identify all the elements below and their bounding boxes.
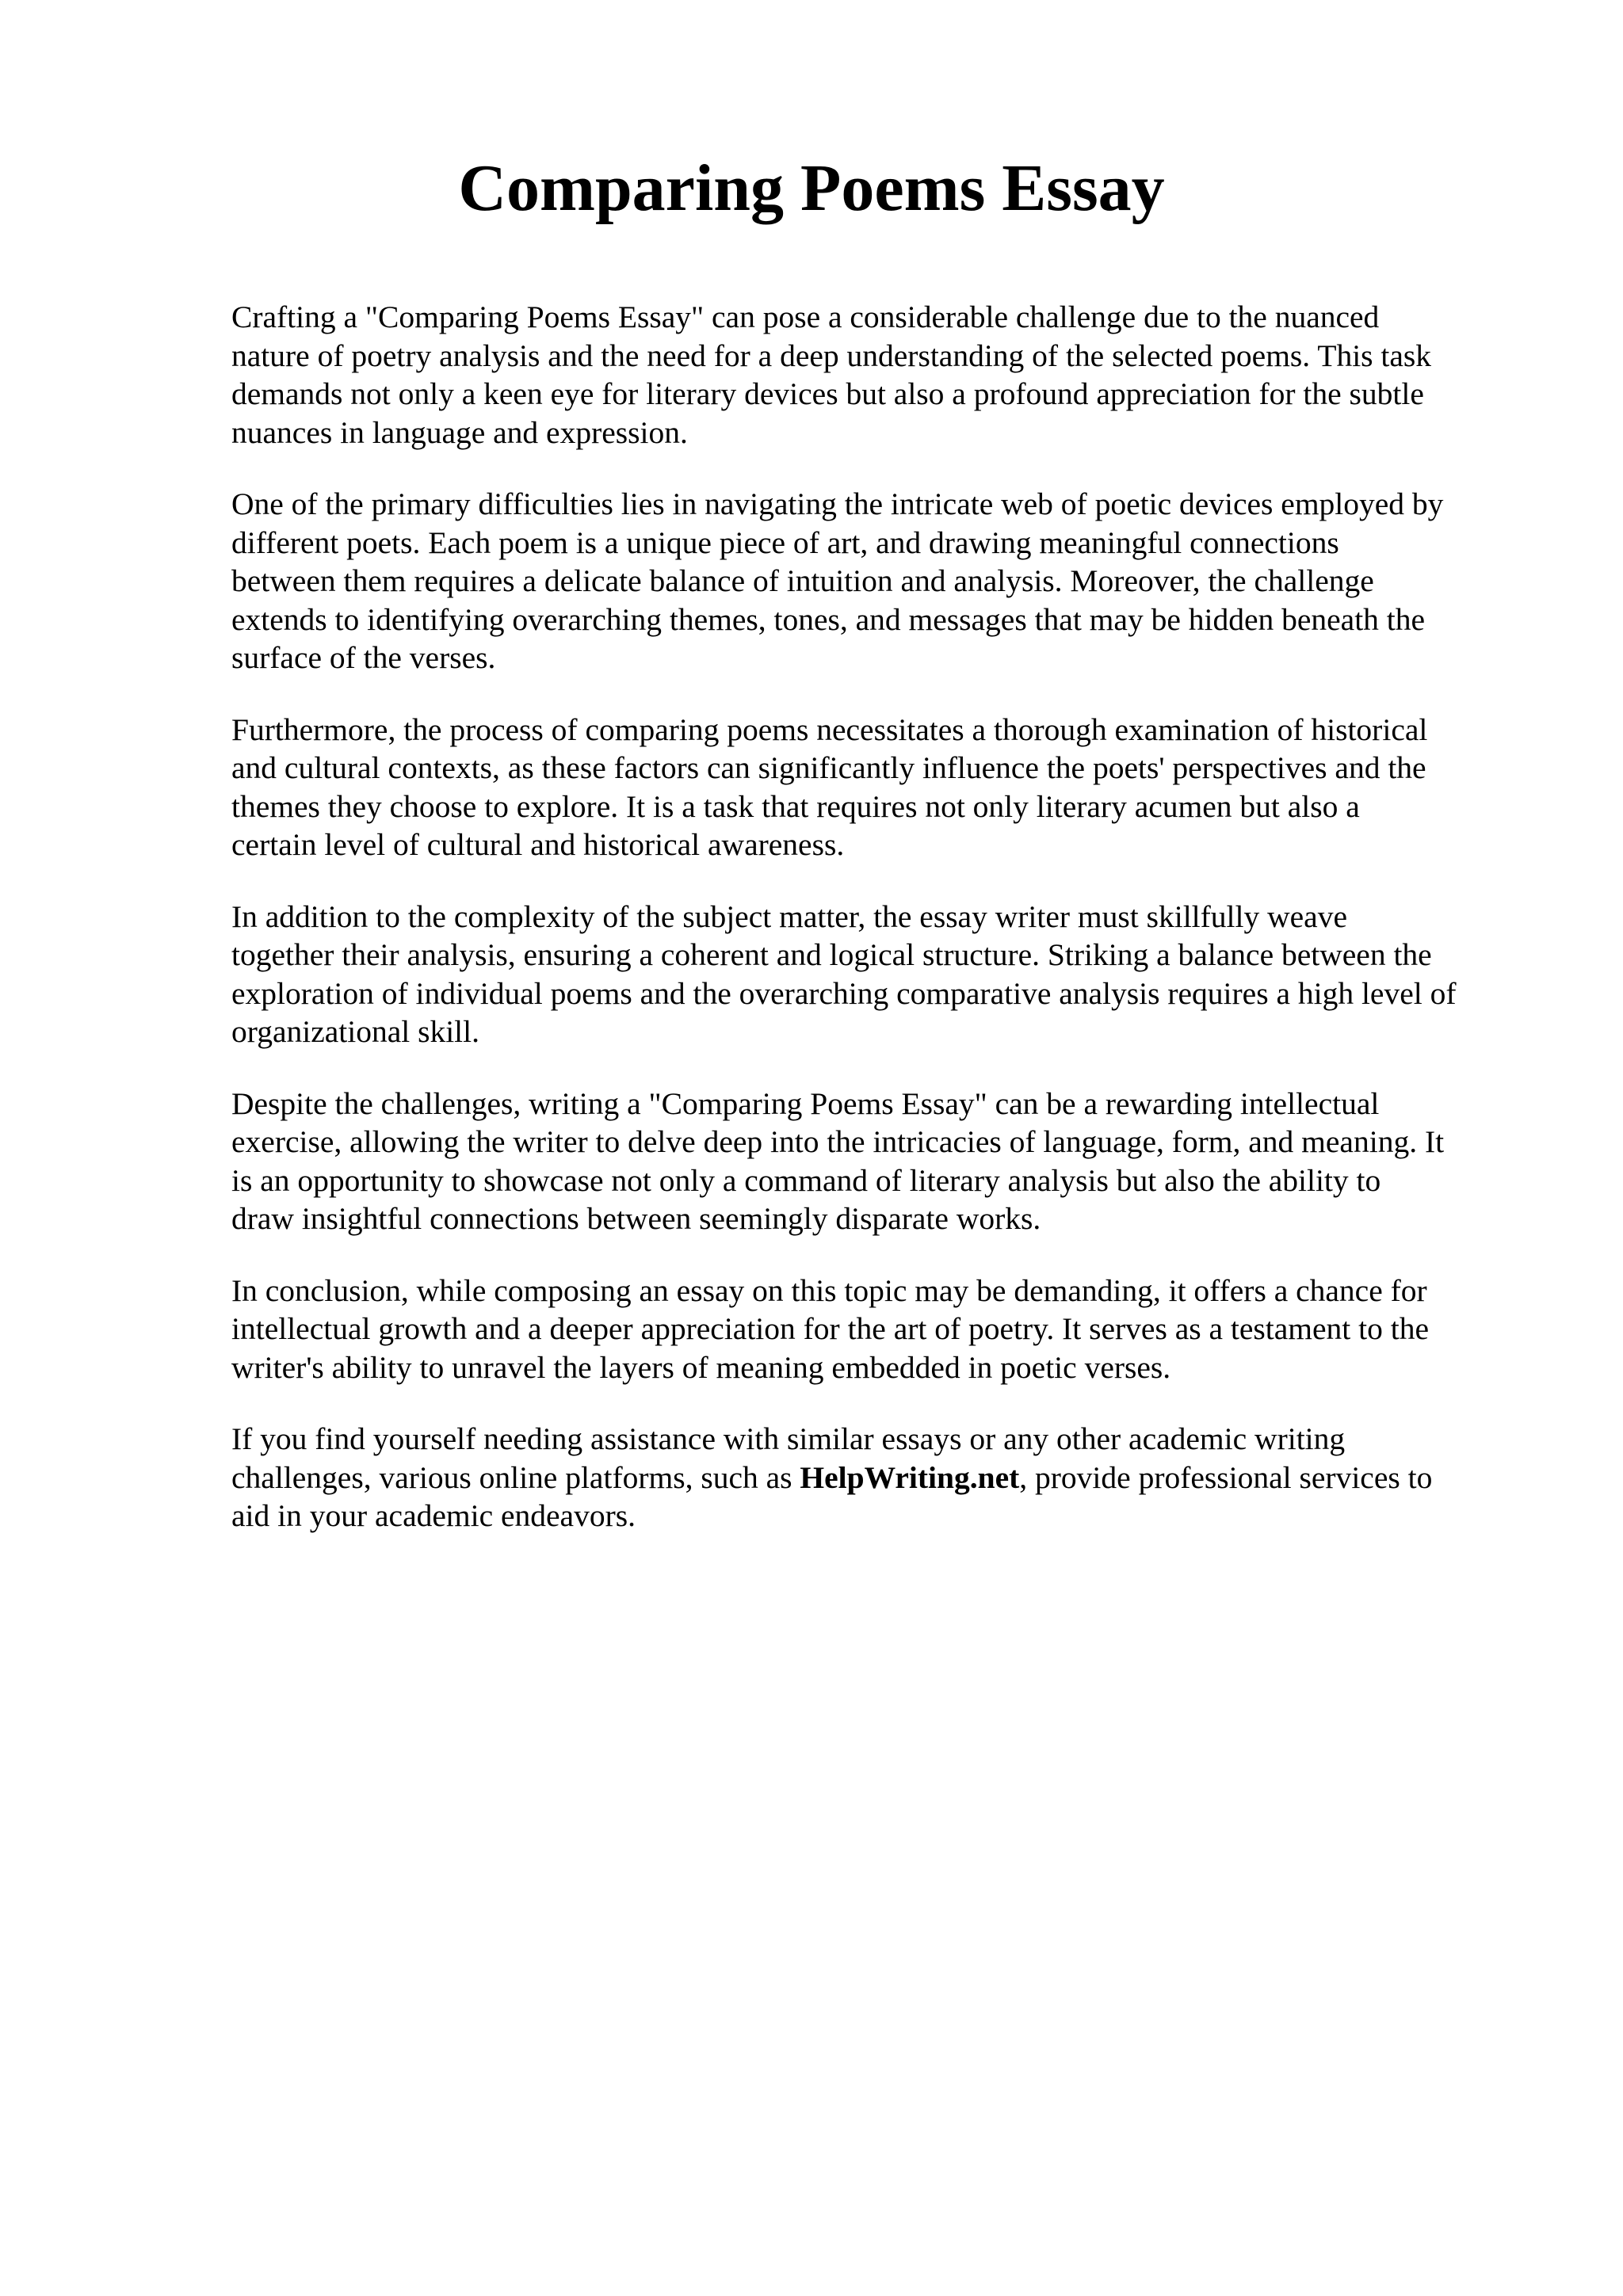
paragraph-line: In conclusion, while composing an essay on this topic may be demanding, it offers a chance for — [231, 1272, 1427, 1308]
paragraph-line: demands not only a keen eye for literary devices but also a profound appreciation for the subtle — [231, 376, 1424, 411]
paragraph-line — [231, 1459, 1531, 1497]
paragraph-line: different poets. Each poem is a unique piece of art, and drawing meaningful connections — [231, 524, 1339, 560]
paragraph-line: exercise, allowing the writer to delve deep into the intricacies of language, form, and meaning. It — [231, 1124, 1445, 1159]
paragraph-line: certain level of cultural and historical awareness. — [231, 827, 845, 862]
paragraph-line: Furthermore, the process of comparing poems necessitates a thorough examination of historical — [231, 711, 1428, 747]
paragraph-4 — [231, 898, 1531, 1051]
paragraph-line: If you find yourself needing assistance with similar essays or any other academic writing — [231, 1421, 1346, 1456]
paragraph-2 — [231, 485, 1531, 677]
paragraph-line: surface of the verses. — [231, 640, 496, 675]
paragraph-line: between them requires a delicate balance of intuition and analysis. Moreover, the challenge — [231, 563, 1374, 598]
paragraph-line: and cultural contexts, as these factors can significantly influence the poets' perspectives and the — [231, 750, 1426, 785]
paragraph-line: aid in your academic endeavors. — [231, 1498, 636, 1533]
paragraph-3 — [231, 711, 1531, 864]
paragraph-7 — [231, 1420, 1531, 1535]
paragraph-line: Despite the challenges, writing a "Comparing Poems Essay" can be a rewarding intellectual — [231, 1085, 1380, 1121]
paragraph-5 — [231, 1085, 1531, 1238]
paragraph-line: organizational skill. — [231, 1014, 480, 1049]
paragraph-line: draw insightful connections between seemingly disparate works. — [231, 1201, 1041, 1236]
document-body — [231, 298, 1531, 1569]
paragraph-line: exploration of individual poems and the overarching comparative analysis requires a high level of — [231, 975, 1457, 1011]
paragraph-6 — [231, 1272, 1531, 1387]
paragraph-line: In addition to the complexity of the subject matter, the essay writer must skillfully weave — [231, 898, 1347, 934]
paragraph-line: themes they choose to explore. It is a task that requires not only literary acumen but also a — [231, 788, 1360, 824]
paragraph-line: writer's ability to unravel the layers of meaning embedded in poetic verses. — [231, 1349, 1171, 1385]
paragraph-line: nature of poetry analysis and the need for a deep understanding of the selected poems. This task — [231, 338, 1432, 373]
document-title: Comparing Poems Essay — [458, 151, 1165, 225]
paragraph-line: Crafting a "Comparing Poems Essay" can pose a considerable challenge due to the nuanced — [231, 299, 1380, 334]
paragraph-line: intellectual growth and a deeper appreciation for the art of poetry. It serves as a testament to the — [231, 1311, 1429, 1346]
paragraph-line: One of the primary difficulties lies in navigating the intricate web of poetic devices employed by — [231, 486, 1444, 521]
paragraph-text: , provide professional services to — [1019, 1459, 1433, 1495]
helpwriting-link[interactable]: HelpWriting.net — [800, 1459, 1020, 1495]
paragraph-line: nuances in language and expression. — [231, 414, 688, 450]
paragraph-text: challenges, various online platforms, such as — [231, 1459, 800, 1495]
paragraph-line: together their analysis, ensuring a coherent and logical structure. Striking a balance between the — [231, 937, 1432, 972]
paragraph-line: extends to identifying overarching themes, tones, and messages that may be hidden beneath the — [231, 601, 1426, 637]
paragraph-line: is an opportunity to showcase not only a command of literary analysis but also the ability to — [231, 1162, 1381, 1198]
paragraph-1 — [231, 298, 1531, 452]
